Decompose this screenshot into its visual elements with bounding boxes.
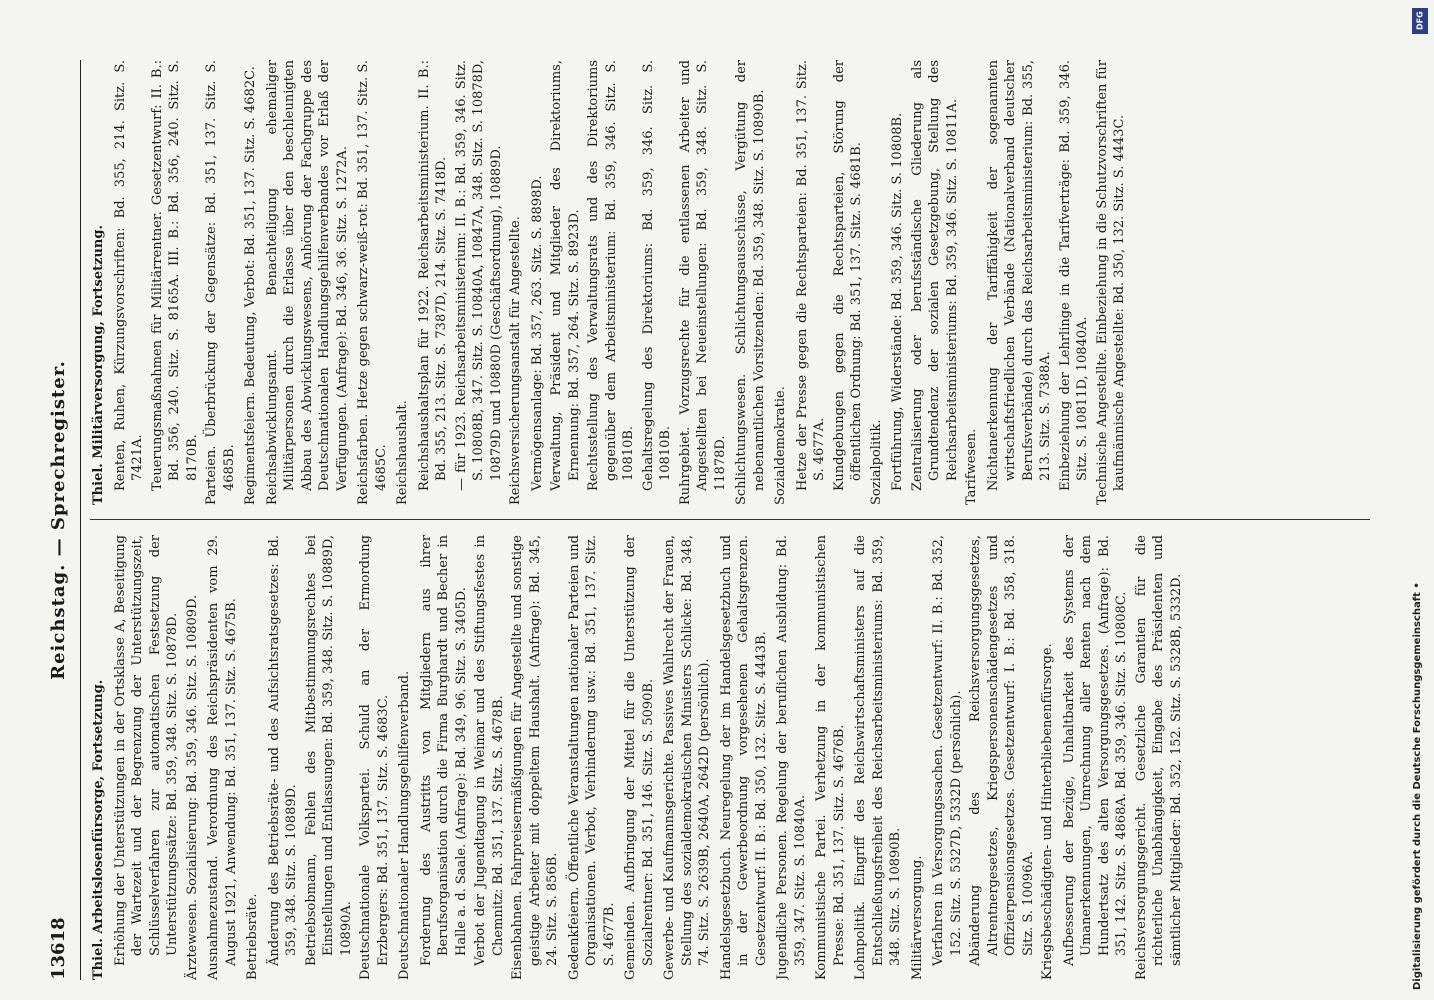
dfg-logo: DFG xyxy=(1412,8,1428,34)
register-entry: Kommunistische Partei. Verhetzung in der kommunistischen Presse: Bd. 351, 137. Sitz. S. 4676B. xyxy=(814,535,847,980)
register-entry: — für 1923. Reichsarbeitsministerium: II. B.: Bd. 359, 346. Sitz. S. 10808B, 347. Sitz. S. 10840A, 10847A, 348. Sitz. S. 10878D, 10879D und 10880D (Geschäftsordnung), 10889D. xyxy=(453,60,504,491)
register-entry: Gewerbe- und Kaufmannsgerichte. Passives Wahlrecht der Frauen, Stellung des sozialdemokratischen Ministers Schlicke: Bd. 348, 74. Sitz. S. 2639B, 2640A, 2642D (persönlich). xyxy=(662,535,712,980)
register-entry: Teuerungsmaßnahmen für Militärrentner. Gesetzentwurf: II. B.: Bd. 356, 240. Sitz. S. 8165A. III. B.: Bd. 356, 240. Sitz. S. 8170B. xyxy=(149,60,200,491)
register-entry: Nichtanerkennung der Tariffähigkeit der sogenannten wirtschaftsfriedlichen Verbände (Nationalverband deutscher Berufsverbände) durch das Reichsarbeitsministerium: Bd. 355, 213. Sitz. S. 7388A. xyxy=(985,60,1053,491)
register-entry: Kriegsbeschädigten- und Hinterbliebenenfürsorge. xyxy=(1040,643,1055,980)
register-entry: Reichsabwicklungsamt. Benachteiligung ehemaliger Militärpersonen durch die Erlasse über den beschleunigten Abbau des Abwicklungswesens, Anhörung der Fachgruppe des Deutschnationalen Handlungsgehilfenverbandes vor Erlaß der Verfügungen. (Anfrage): Bd. 346, 36. Sitz. S. 1272A. xyxy=(264,60,350,505)
register-entry: Zentralisierung oder berufsständische Gliederung als Grundtendenz der sozialen Gesetzgebung, Stellung des Reichsarbeitsministeriums: Bd. 359, 346. Sitz. S. 10811A. xyxy=(909,60,960,491)
register-entry: Aufbesserung der Bezüge, Unhaltbarkeit des Systems der Umanerkennungen, Umrechnung aller Renten nach dem Hundertsatz des alten Versorgungsgesetzes. (Anfrage): Bd. 351, 142. Sitz. S. 4868A. Bd. 359, 346. Sitz. S. 10808C. xyxy=(1061,535,1129,966)
register-entry: Reichshaushaltsplan für 1922. Reichsarbeitsministerium. II. B.: Bd. 355, 213. Sitz. S. 7387D, 214. Sitz. S. 7418D. xyxy=(416,60,449,491)
register-entry: Regimentsfeiern. Bedeutung, Verbot: Bd. 351, 137. Sitz. S. 4682C. xyxy=(243,66,258,505)
book-page xyxy=(40,60,1400,980)
register-entry: Technische Angestellte. Einbeziehung in die Schutzvorschriften für kaufmännische Angestellte: Bd. 350, 132. Sitz. S. 4443C. xyxy=(1094,60,1127,505)
register-entry: Einbeziehung der Lehrlinge in die Tarifverträge: Bd. 359, 346. Sitz. S. 10811D, 10840A. xyxy=(1057,60,1090,491)
register-entry: Tarifwesen. xyxy=(964,428,979,505)
register-entry: Abänderung des Reichsversorgungsgesetzes, Altrentnergesetzes, Kriegspersonenschädengesetzes und Offizierpensionsgesetzes. Gesetzentwurf: I. B.: Bd. 358, 318. Sitz. S. 10096A. xyxy=(968,535,1036,966)
register-entry: Erhöhung der Unterstützungen in der Ortsklasse A, Beseitigung der Wartezeit und der Begrenzung der Unterstützungszeit, Schlüsselverfahren zur automatischen Festsetzung der Unterstützungssätze: Bd. 359, 348. Sitz. S. 10878D. xyxy=(112,535,180,966)
running-title: Reichstag. — Sprechregister. xyxy=(48,360,69,680)
page-number: 13618 xyxy=(48,917,69,980)
register-entry: Sozialdemokratie. xyxy=(773,386,788,505)
dfg-sidebar xyxy=(1412,8,1428,993)
register-entry: Verbot der Jugendtagung in Weimar und des Stiftungsfestes in Chemnitz: Bd. 351, 137. Sitz. S. 4678B. xyxy=(473,535,506,966)
register-entry: Reichsversicherungsanstalt für Angestellte. xyxy=(508,216,523,505)
dfg-note: Digitalisierung gefördert durch die Deutsche Forschungsgemeinschaft • xyxy=(1412,582,1423,990)
register-entry: Renten, Ruhen, Kürzungsvorschriften: Bd. 355, 214. Sitz. S. 7421A. xyxy=(112,60,145,491)
register-entry: Verwaltung, Präsident und Mitglieder des Direktoriums, Ernennung: Bd. 357, 264. Sitz. S. 8923D. xyxy=(549,60,582,491)
left-column-heading: Thiel. Arbeitslosenfürsorge, Fortsetzung. xyxy=(91,679,106,980)
register-entry: Hetze der Presse gegen die Rechtsparteien: Bd. 351, 137. Sitz. S. 4677A. xyxy=(794,60,827,491)
register-entry: Reichsfarben. Hetze gegen schwarz-weiß-rot: Bd. 351, 137. Sitz. S. 4685C. xyxy=(356,60,389,505)
register-entry: Ärztewesen. Sozialisierung: Bd. 359, 346. Sitz. S. 10809D. xyxy=(184,594,200,980)
page-header xyxy=(40,60,81,980)
register-entry: Kundgebungen gegen die Rechtsparteien, Störung der öffentlichen Ordnung: Bd. 351, 137. Sitz. S. 4681B. xyxy=(831,60,864,491)
register-entry: Gedenkfeiern. Öffentliche Veranstaltungen nationaler Parteien und Organisationen. Verbot, Verhinderung usw.: Bd. 351, 137. Sitz. S. 4677B. xyxy=(566,535,617,980)
register-entry: Ruhrgebiet. Vorzugsrechte für die entlassenen Arbeiter und Angestellten bei Neueinstellungen: Bd. 359, 348. Sitz. S. 11878D. xyxy=(677,60,728,505)
register-entry: Militärversorgung. xyxy=(909,855,925,980)
register-entry: Änderung des Betriebsräte- und des Aufsichtsratsgesetzes: Bd. 359, 348. Sitz. S. 10889D. xyxy=(266,535,299,966)
register-entry: Ausnahmezustand. Verordnung des Reichspräsidenten vom 29. August 1921, Anwendung: Bd. 351, 137. Sitz. S. 4675B. xyxy=(206,535,239,980)
register-entry: Betriebsobmann, Fehlen des Mitbestimmungsrechtes bei Einstellungen und Entlassungen: Bd. 359, 348. Sitz. S. 10889D, 10890A. xyxy=(303,535,354,966)
register-entry: Forderung des Austritts von Mitgliedern aus ihrer Berufsorganisation durch die Firma Burghardt und Becher in Halle a. d. Saale. (Anfrage): Bd. 349, 96. Sitz. S. 3405D. xyxy=(418,535,469,966)
register-entry: Reichsversorgungsgericht. Gesetzliche Garantien für die richterliche Unabhängigkeit, Eingabe des Präsidenten und sämtlicher Mitglieder: Bd. 352, 152. Sitz. S. 5328B, 5332D. xyxy=(1133,535,1184,980)
register-entry: Handelsgesetzbuch. Neuregelung der im Handelsgesetzbuch und in der Gewerbeordnung vorgesehenen Gehaltsgrenzen. Gesetzentwurf: II. B.: Bd. 350, 132. Sitz. S. 4443B. xyxy=(718,535,769,980)
register-entry: Schlichtungswesen. Schlichtungsausschüsse, Vergütung der nebenamtlichen Vorsitzenden: Bd. 359, 348. Sitz. S. 10890B. xyxy=(734,60,767,505)
register-entry: Sozialpolitik. xyxy=(868,419,884,505)
right-column xyxy=(90,60,1370,505)
left-column xyxy=(90,535,1370,980)
register-entry: Gehaltsregelung des Direktoriums: Bd. 359, 346. Sitz. S. 10810B. xyxy=(640,60,673,491)
register-entry: Verfahren in Versorgungssachen. Gesetzentwurf: II. B.: Bd. 352, 152. Sitz. S. 5327D, 5332D (persönlich). xyxy=(931,535,964,966)
right-entries xyxy=(112,60,1129,505)
right-column-heading: Thiel. Militärversorgung, Fortsetzung. xyxy=(91,225,106,505)
column-divider xyxy=(90,519,1370,520)
register-entry: Lohnpolitik. Eingriff des Reichswirtschaftsministers auf die Entschließungsfreiheit des Reichsarbeitsministeriums: Bd. 359, 348. Sitz. S. 10890B. xyxy=(853,535,903,980)
register-entry: Vermögensanlage: Bd. 357, 263. Sitz. S. 8898D. xyxy=(529,175,545,491)
register-entry: Deutschnationaler Handlungsgehilfenverband. xyxy=(397,670,412,980)
register-entry: Gemeinden. Aufbringung der Mittel für die Unterstützung der Sozialrentner: Bd. 351, 146. Sitz. S. 5090B. xyxy=(623,535,656,980)
register-entry: Reichshaushalt. xyxy=(395,400,410,505)
register-entry: Parteien. Überbrückung der Gegensätze: Bd. 351, 137. Sitz. S. 4685B. xyxy=(204,60,237,505)
register-entry: Betriebsräte. xyxy=(245,893,260,980)
left-entries xyxy=(112,535,1186,980)
register-entry: Deutschnationale Volkspartei. Schuld an der Ermordung Erzbergers: Bd. 351, 137. Sitz. S. 4683C. xyxy=(358,535,391,980)
register-entry: Fortführung, Widerstände: Bd. 359, 346. Sitz. S. 10808B. xyxy=(890,112,905,491)
register-entry: Rechtsstellung des Verwaltungsrats und des Direktoriums gegenüber dem Arbeitsministerium: Bd. 359, 346. Sitz. S. 10810B. xyxy=(586,60,636,491)
register-entry: Jugendliche Personen. Regelung der beruflichen Ausbildung: Bd. 359, 347. Sitz. S. 10840A. xyxy=(775,535,808,980)
register-entry: Eisenbahnen. Fahrpreisermäßigungen für Angestellte und sonstige geistige Arbeiter mit doppeltem Haushalt. (Anfrage): Bd. 345, 24. Sitz. S. 856B. xyxy=(510,535,560,980)
